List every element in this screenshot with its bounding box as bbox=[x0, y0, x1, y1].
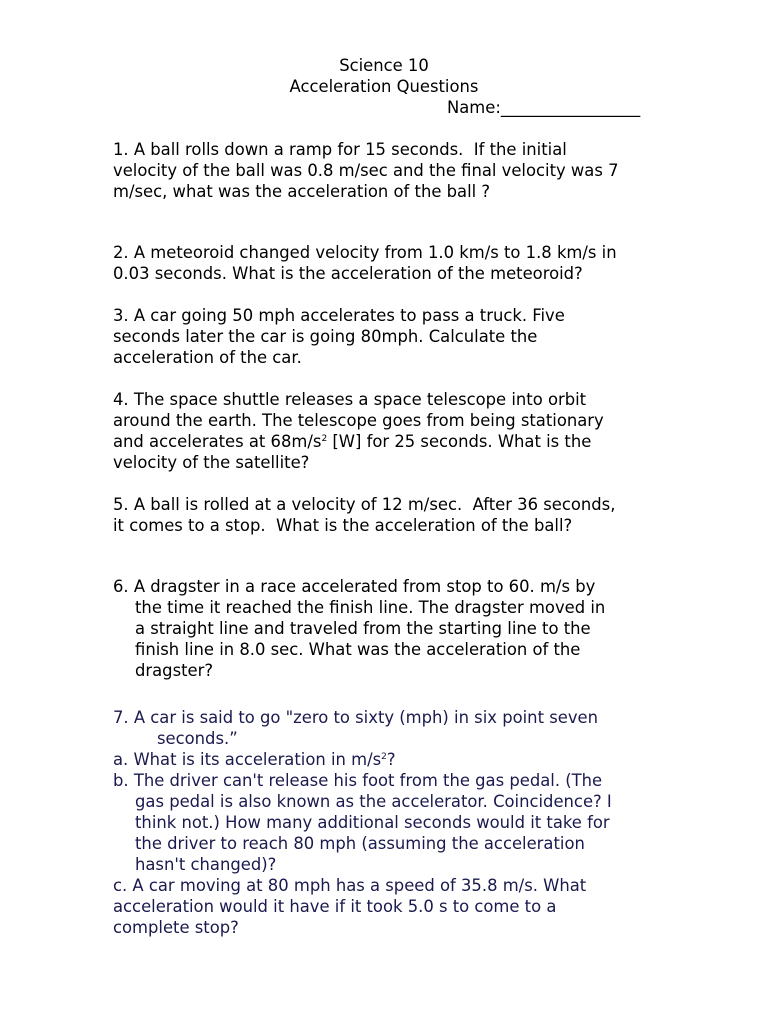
question-6-line: the time it reached the finish line. The dragster moved in bbox=[135, 598, 606, 617]
question-7-line: seconds.” bbox=[157, 729, 238, 748]
question-7b-line: think not.) How many additional seconds would it take for bbox=[135, 813, 610, 832]
question-3-line: seconds later the car is going 80mph. Calculate the bbox=[113, 327, 538, 346]
question-7c-line: c. A car moving at 80 mph has a speed of 35.8 m/s. What bbox=[113, 876, 587, 895]
question-7-line: 7. A car is said to go "zero to sixty (mph) in six point seven bbox=[113, 708, 598, 727]
worksheet-title: Acceleration Questions bbox=[289, 77, 479, 96]
question-7c-line: complete stop? bbox=[113, 918, 239, 937]
question-2 bbox=[113, 242, 673, 284]
superscript-exponent: 2 bbox=[321, 434, 328, 444]
question-6-line: a straight line and traveled from the starting line to the bbox=[135, 619, 591, 638]
superscript-exponent: 2 bbox=[381, 752, 387, 762]
question-2-line: 0.03 seconds. What is the acceleration of the meteoroid? bbox=[113, 264, 583, 283]
question-1 bbox=[113, 139, 673, 202]
question-1-line: velocity of the ball was 0.8 m/sec and the final velocity was 7 bbox=[113, 161, 619, 180]
question-4-line bbox=[113, 431, 673, 452]
question-2-line: 2. A meteoroid changed velocity from 1.0 km/s to 1.8 km/s in bbox=[113, 243, 617, 262]
question-7b-line: gas pedal is also known as the accelerator. Coincidence? I bbox=[135, 792, 612, 811]
question-4-line: velocity of the satellite? bbox=[113, 453, 310, 472]
question-6-line: 6. A dragster in a race accelerated from stop to 60. m/s by bbox=[113, 577, 596, 596]
name-field: Name:_________________ bbox=[447, 98, 641, 117]
question-4-text: and accelerates at 68m/s bbox=[113, 432, 322, 451]
question-3-line: 3. A car going 50 mph accelerates to pass a truck. Five bbox=[113, 306, 565, 325]
question-6 bbox=[113, 576, 673, 681]
question-6-line: dragster? bbox=[135, 661, 214, 680]
question-4-line: around the earth. The telescope goes from being stationary bbox=[113, 411, 604, 430]
question-3 bbox=[113, 305, 673, 368]
question-4 bbox=[113, 389, 673, 473]
question-7a-text: ? bbox=[386, 750, 396, 769]
question-7c-line: acceleration would it have if it took 5.0 s to come to a bbox=[113, 897, 557, 916]
question-7a-line bbox=[113, 749, 673, 770]
course-title: Science 10 bbox=[339, 56, 429, 75]
question-1-line: m/sec, what was the acceleration of the ball ? bbox=[113, 182, 491, 201]
question-7a-text: a. What is its acceleration in m/s bbox=[113, 750, 382, 769]
question-7 bbox=[113, 707, 673, 938]
question-6-line: finish line in 8.0 sec. What was the acceleration of the bbox=[135, 640, 581, 659]
question-3-line: acceleration of the car. bbox=[113, 348, 302, 367]
question-1-line: 1. A ball rolls down a ramp for 15 seconds. If the initial bbox=[113, 140, 567, 159]
question-5 bbox=[113, 494, 673, 536]
question-7b-line: hasn't changed)? bbox=[135, 855, 277, 874]
question-4-text: [W] for 25 seconds. What is the bbox=[327, 432, 592, 451]
question-4-line: 4. The space shuttle releases a space telescope into orbit bbox=[113, 390, 587, 409]
question-7b-line: the driver to reach 80 mph (assuming the acceleration bbox=[135, 834, 585, 853]
question-7b-line: b. The driver can't release his foot from the gas pedal. (The bbox=[113, 771, 603, 790]
question-5-line: 5. A ball is rolled at a velocity of 12 m/sec. After 36 seconds, bbox=[113, 495, 616, 514]
question-5-line: it comes to a stop. What is the acceleration of the ball? bbox=[113, 516, 573, 535]
